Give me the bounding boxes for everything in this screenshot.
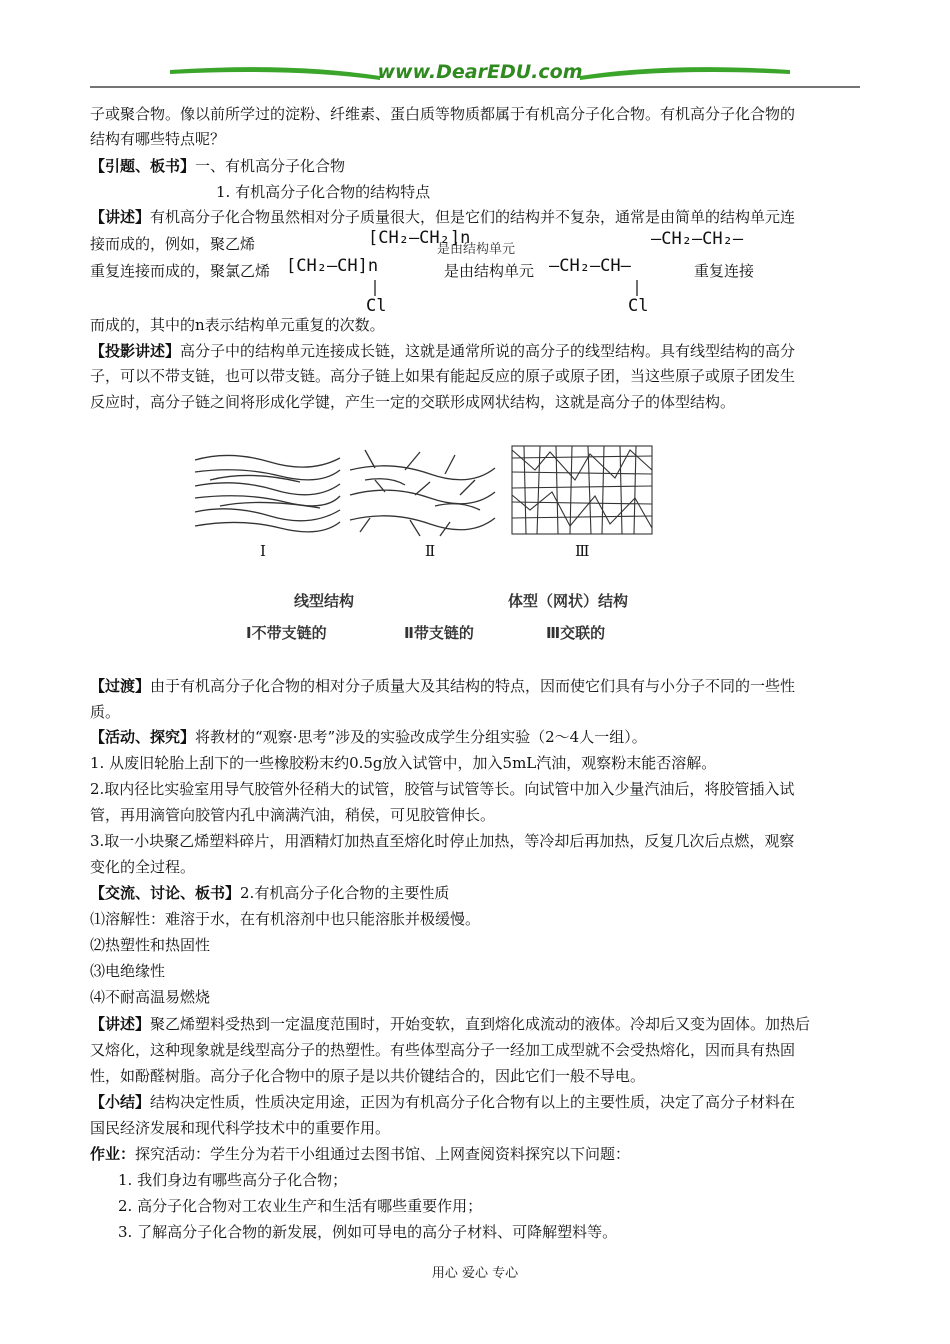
paragraph-line: 子，可以不带支链，也可以带支链。高分子链上如果有能起反应的原子或原子团，当这些原子或原子团发生 <box>90 367 796 385</box>
paragraph-line: 【投影讲述】高分子中的结构单元连接成长链，这就是通常所说的高分子的线型结构。具有线型结构的高分 <box>90 342 796 360</box>
formula-overlap-text: 是由结构单元 <box>437 242 516 257</box>
linear-chain-diagram <box>195 455 340 531</box>
paragraph-line: 子或聚合物。像以前所学过的淀粉、纤维素、蛋白质等物质都属于有机高分子化合物。有机高分子化合物的 <box>90 105 796 123</box>
figure-label-roman-2: Ⅱ <box>425 542 436 560</box>
paragraph-line: 又熔化，这种现象就是线型高分子的热塑性。有些体型高分子一经加工成型就不会受热熔化，因而具有热固 <box>90 1041 796 1059</box>
ethylene-unit-formula: —CH₂—CH₂— <box>651 229 744 249</box>
paragraph-line: 质。 <box>90 703 121 721</box>
chlorine-atom-label: Cl <box>366 296 387 316</box>
paragraph-line: 变化的全过程。 <box>90 858 196 876</box>
section-tag: 【讲述】 <box>90 208 151 226</box>
section-tag: 【引题、板书】 <box>90 157 196 175</box>
list-item: 1. 从废旧轮胎上刮下的一些橡胶粉末约0.5g放入试管中，加入5mL汽油，观察粉末能否溶解。 <box>90 754 717 772</box>
figure-label-roman-3: Ⅲ <box>575 542 590 560</box>
paragraph-line: 而成的，其中的n表示结构单元重复的次数。 <box>90 316 385 334</box>
section-tag: 【过渡】 <box>90 677 151 695</box>
caption-linear-structure: 线型结构 <box>294 592 355 610</box>
paragraph-line: 【活动、探究】将教材的“观察·思考”涉及的实验改成学生分组实验（2～4人一组）。 <box>90 728 647 746</box>
formula-trailing-text: 重复连接 <box>694 262 755 280</box>
subsection-heading: 1. 有机高分子化合物的结构特点 <box>216 183 431 201</box>
polyethylene-formula: [CH₂—CH₂]n <box>368 228 471 248</box>
structure-diagrams <box>190 440 660 540</box>
list-item: 3. 了解高分子化合物的新发展，例如可导电的高分子材料、可降解塑料等。 <box>118 1223 618 1241</box>
section-title: 一、有机高分子化合物 <box>195 157 346 175</box>
page-header <box>90 56 860 92</box>
paragraph-line: 结构有哪些特点呢？ <box>90 130 226 148</box>
chlorine-atom-label: Cl <box>628 296 649 316</box>
vinyl-chloride-unit-formula: —CH₂—CH— <box>549 256 631 276</box>
section-heading <box>90 155 345 177</box>
paragraph-line: 反应时，高分子链之间将形成化学键，产生一定的交联形成网状结构，这就是高分子的体型结构。 <box>90 393 736 411</box>
chlorine-bond-lines <box>360 280 660 300</box>
crosslinked-network-diagram <box>512 446 652 534</box>
paragraph-line: 【讲述】有机高分子化合物虽然相对分子质量很大，但是它们的结构并不复杂，通常是由简单的结构单元连 <box>90 208 796 226</box>
formula-connector-text: 是由结构单元 <box>444 262 535 280</box>
section-tag: 【活动、探究】 <box>90 728 196 746</box>
section-tag: 【小结】 <box>90 1093 151 1111</box>
list-item: ⑷不耐高温易燃烧 <box>90 988 211 1006</box>
list-item: 1. 我们身边有哪些高分子化合物； <box>118 1171 348 1189</box>
caption-branched: Ⅱ带支链的 <box>404 624 474 642</box>
site-logo-text: www.DearEDU.com <box>377 61 583 83</box>
paragraph-line: 管，再用滴管向胶管内孔中滴满汽油，稍侯，可见胶管伸长。 <box>90 806 496 824</box>
paragraph-line: 重复连接而成的，聚氯乙烯 <box>90 262 271 280</box>
paragraph-line: 【讲述】聚乙烯塑料受热到一定温度范围时，开始变软，直到熔化成流动的液体。冷却后又变为固体。加热后 <box>90 1015 811 1033</box>
paragraph-line: 国民经济发展和现代科学技术中的重要作用。 <box>90 1119 391 1137</box>
list-item: ⑵热塑性和热固性 <box>90 936 211 954</box>
section-heading: 【交流、讨论、板书】2.有机高分子化合物的主要性质 <box>90 884 450 902</box>
branched-chain-diagram <box>350 450 495 536</box>
page-footer: 用心 爱心 专心 <box>431 1266 519 1281</box>
figure-label-roman-1: Ⅰ <box>260 542 266 560</box>
paragraph-line: 性，如酚醛树脂。高分子化合物中的原子是以共价键结合的，因此它们一般不导电。 <box>90 1067 646 1085</box>
pvc-formula: [CH₂—CH]n <box>286 256 379 276</box>
paragraph-line: 【过渡】由于有机高分子化合物的相对分子质量大及其结构的特点，因而使它们具有与小分子不同的一些性 <box>90 677 796 695</box>
list-item: 3.取一小块聚乙烯塑料碎片，用酒精灯加热直至熔化时停止加热，等冷却后再加热，反复几次后点燃，观察 <box>90 832 795 850</box>
section-tag: 【交流、讨论、板书】 <box>90 884 241 902</box>
list-item: 2. 高分子化合物对工农业生产和生活有哪些重要作用； <box>118 1197 483 1215</box>
section-tag: 【投影讲述】 <box>90 342 181 360</box>
list-item: ⑴溶解性：难溶于水，在有机溶剂中也只能溶胀并极缓慢。 <box>90 910 481 928</box>
list-item: 2.取内径比实验室用导气胶管外径稍大的试管，胶管与试管等长。向试管中加入少量汽油后，将胶管插入试 <box>90 780 795 798</box>
polymer-structure-figure <box>190 440 660 650</box>
caption-no-branch: Ⅰ不带支链的 <box>246 624 327 642</box>
paragraph-line: 接而成的，例如，聚乙烯 <box>90 235 256 253</box>
caption-network-structure: 体型（网状）结构 <box>508 592 629 610</box>
paragraph-line: 作业：探究活动：学生分为若干小组通过去图书馆、上网查阅资料探究以下问题： <box>90 1145 631 1163</box>
section-tag: 作业： <box>90 1145 136 1163</box>
paragraph-line: 【小结】结构决定性质，性质决定用途，正因为有机高分子化合物有以上的主要性质，决定了高分子材料在 <box>90 1093 796 1111</box>
caption-crosslinked: Ⅲ交联的 <box>546 624 606 642</box>
section-tag: 【讲述】 <box>90 1015 151 1033</box>
list-item: ⑶电绝缘性 <box>90 962 166 980</box>
